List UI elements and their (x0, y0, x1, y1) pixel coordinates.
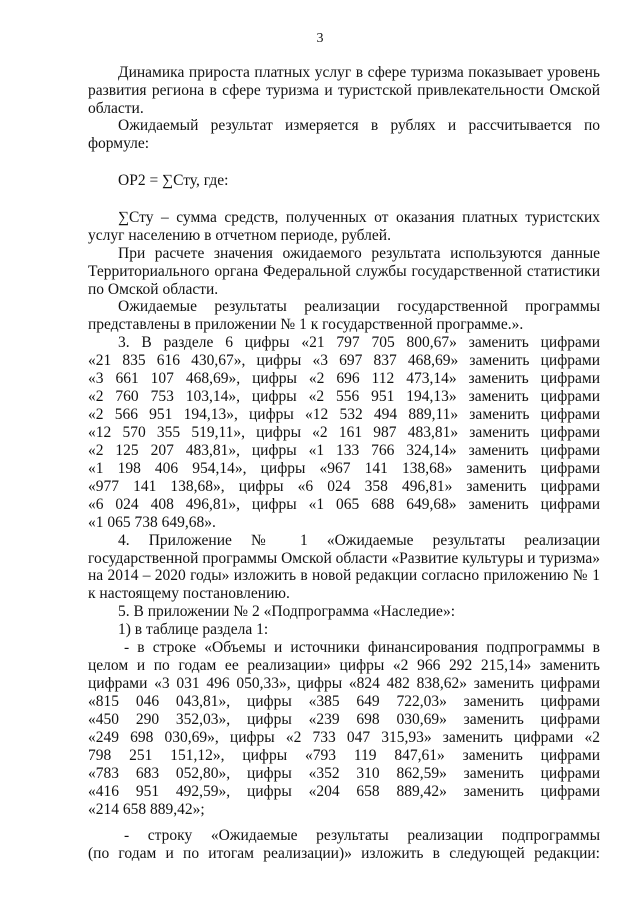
text-line: целом и по годам ее реализации» цифры «2 966 292 215,14» заменить (88, 657, 600, 674)
text-line: «783 683 052,80», цифры «352 310 862,59» заменить цифрами (88, 765, 600, 782)
text-line: по Омской области. (88, 281, 219, 298)
text-line: 1) в таблице раздела 1: (118, 621, 269, 638)
text-line: - строку «Ожидаемые результаты реализации подпрограммы (124, 827, 600, 844)
text-line: При расчете значения ожидаемого результата используются данные (118, 245, 600, 262)
text-line: «2 125 207 483,81», цифры «1 133 766 324,14» заменить цифрами (88, 442, 600, 459)
text-line: «450 290 352,03», цифры «239 698 030,69» заменить цифрами (88, 711, 600, 728)
text-line: ∑Сту – сумма средств, полученных от оказания платных туристских (118, 209, 600, 226)
text-line: ОР2 = ∑Сту, где: (118, 172, 229, 189)
text-line: «12 570 355 519,11», цифры «2 161 987 483,81» заменить цифрами (88, 424, 600, 441)
text-line: «3 661 107 468,69», цифры «2 696 112 473,14» заменить цифрами (88, 370, 600, 387)
text-line: «1 065 738 649,68». (88, 514, 216, 531)
text-line: цифрами «3 031 496 050,33», цифры «824 482 838,62» заменить цифрами (88, 675, 600, 692)
text-line: «1 198 406 954,14», цифры «967 141 138,68» заменить цифрами (88, 460, 600, 477)
text-line: «815 046 043,81», цифры «385 649 722,03» заменить цифрами (88, 693, 600, 710)
text-line: государственной программы Омской области «Развитие культуры и туризма» (88, 550, 600, 567)
text-line: развития региона в сфере туризма и туристской привлекательности Омской (88, 82, 600, 99)
text-line: «416 951 492,59», цифры «204 658 889,42» заменить цифрами (88, 783, 600, 800)
text-line: - в строке «Объемы и источники финансирования подпрограммы в (124, 639, 600, 656)
text-line: области. (88, 100, 144, 117)
text-line: представлены в приложении № 1 к государственной программе.». (88, 316, 524, 333)
text-line: «2 566 951 194,13», цифры «12 532 494 889,11» заменить цифрами (88, 406, 600, 423)
text-line: 798 251 151,12», цифры «793 119 847,61» заменить цифрами (88, 747, 600, 764)
text-line: 3. В разделе 6 цифры «21 797 705 800,67» заменить цифрами (118, 334, 600, 351)
text-line: «214 658 889,42»; (88, 801, 205, 818)
text-line: (по годам и по итогам реализации)» изложить в следующей редакции: (88, 845, 600, 862)
text-line: услуг населению в отчетном периоде, рублей. (88, 227, 391, 244)
page-number: 3 (316, 31, 324, 46)
text-line: на 2014 – 2020 годы» изложить в новой редакции согласно приложению № 1 (88, 567, 600, 584)
text-line: «249 698 030,69», цифры «2 733 047 315,93» заменить цифрами «2 (88, 729, 600, 746)
text-line: Ожидаемый результат измеряется в рублях и рассчитывается по (118, 117, 600, 134)
text-line: 5. В приложении № 2 «Подпрограмма «Наследие»: (118, 603, 455, 620)
text-line: «977 141 138,68», цифры «6 024 358 496,81» заменить цифрами (88, 478, 600, 495)
text-line: к настоящему постановлению. (88, 585, 290, 602)
text-line: 4. Приложение № 1 «Ожидаемые результаты реализации (118, 532, 600, 549)
text-line: Динамика прироста платных услуг в сфере туризма показывает уровень (118, 64, 600, 81)
text-line: «2 760 753 103,14», цифры «2 556 951 194,13» заменить цифрами (88, 388, 600, 405)
text-line: «6 024 408 496,81», цифры «1 065 688 649,68» заменить цифрами (88, 496, 600, 513)
text-line: Ожидаемые результаты реализации государственной программы (118, 298, 600, 315)
text-line: формуле: (88, 135, 150, 152)
text-line: «21 835 616 430,67», цифры «3 697 837 468,69» заменить цифрами (88, 352, 600, 369)
text-line: Территориального органа Федеральной службы государственной статистики (88, 263, 600, 280)
